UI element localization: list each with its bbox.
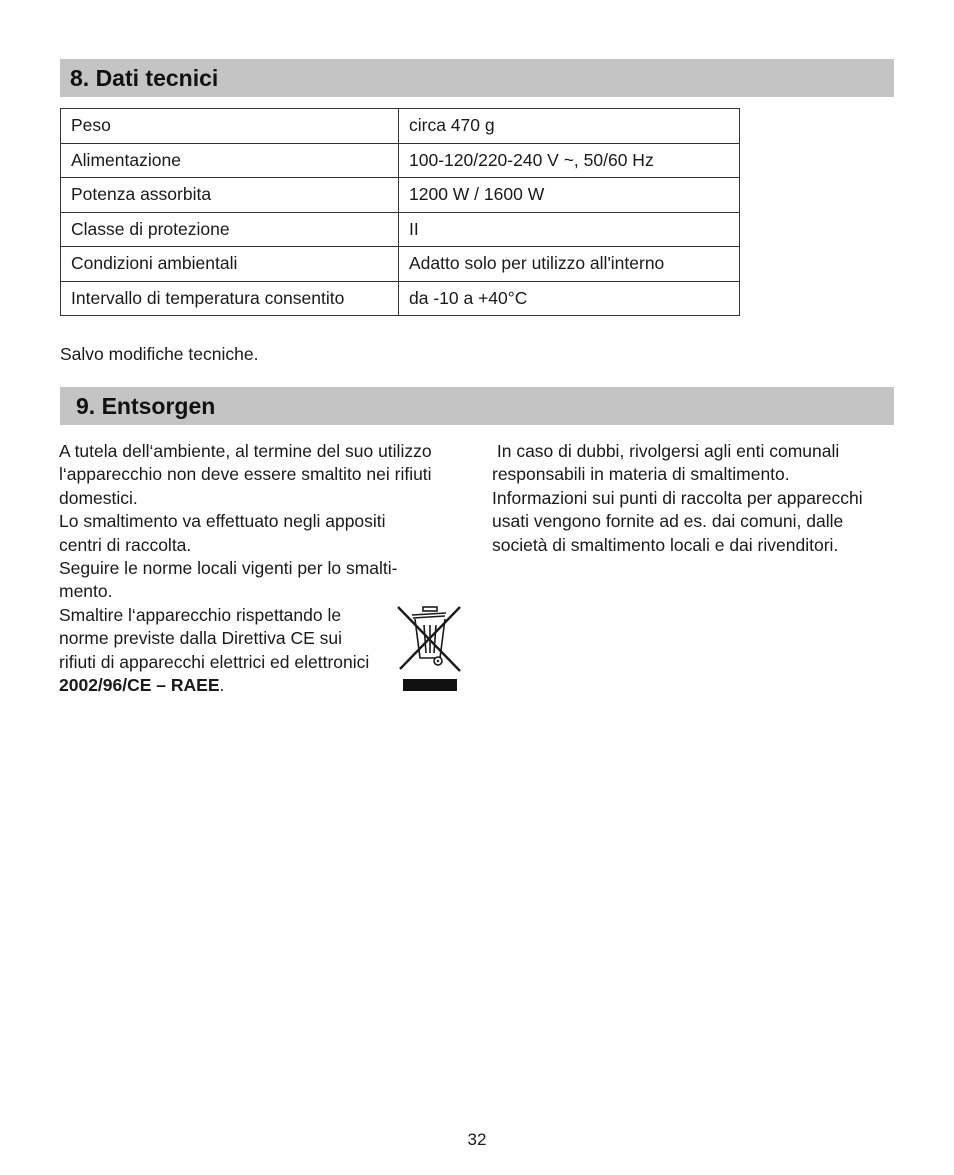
disposal-text-right	[492, 440, 902, 557]
text-line: A tutela dell‘ambiente, al termine del suo utilizzo	[59, 441, 432, 461]
table-row	[61, 109, 740, 144]
table-cell-label: Classe di protezione	[61, 212, 399, 247]
text-line: norme previste dalla Direttiva CE sui	[59, 628, 343, 649]
table-row	[61, 247, 740, 282]
table-cell-value: Adatto solo per utilizzo all'interno	[399, 247, 740, 282]
table-row	[61, 212, 740, 247]
directive-period: .	[219, 675, 225, 696]
table-cell-label: Potenza assorbita	[61, 178, 399, 213]
table-cell-value: II	[399, 212, 740, 247]
text-line: responsabili in materia di smaltimento.	[492, 464, 790, 485]
table-cell-label: Peso	[61, 109, 399, 144]
text-line: centri di raccolta.	[59, 534, 192, 555]
table-cell-label: Intervallo di temperatura consentito	[61, 281, 399, 316]
text-line: domestici.	[59, 487, 138, 508]
table-cell-label: Alimentazione	[61, 143, 399, 178]
text-line: società di smaltimento locali e dai rivenditori.	[492, 534, 839, 555]
table-cell-value: da -10 a +40°C	[399, 281, 740, 316]
table-row	[61, 178, 740, 213]
table-row	[61, 143, 740, 178]
directive-reference: 2002/96/CE – RAEE	[59, 675, 220, 696]
text-line: rifiuti di apparecchi elettrici ed elettronici	[59, 651, 370, 672]
page-number: 32	[467, 1130, 487, 1149]
table-cell-value: 1200 W / 1600 W	[399, 178, 740, 213]
section-header-dati-tecnici	[60, 59, 894, 97]
table-row	[61, 281, 740, 316]
text-line: l‘apparecchio non deve essere smaltito nei rifiuti	[59, 464, 432, 485]
text-line: In caso di dubbi, rivolgersi agli enti comunali	[492, 441, 840, 461]
text-line: Seguire le norme locali vigenti per lo smalti-	[59, 558, 398, 579]
technical-data-table	[60, 108, 740, 316]
section-header-entsorgen	[60, 387, 894, 425]
text-line: Lo smaltimento va effettuato negli appositi	[59, 511, 386, 532]
table-cell-value: 100-120/220-240 V ~, 50/60 Hz	[399, 143, 740, 178]
text-line: usati vengono fornite ad es. dai comuni, dalle	[492, 511, 844, 532]
crossed-out-wheelie-bin-icon	[396, 601, 464, 693]
text-line: Informazioni sui punti di raccolta per apparecchi	[492, 487, 863, 508]
table-cell-value: circa 470 g	[399, 109, 740, 144]
text-line: mento.	[59, 581, 113, 602]
text-line: Smaltire l‘apparecchio rispettando le	[59, 604, 342, 625]
section-title: 9. Entsorgen	[76, 393, 216, 419]
technical-changes-note: Salvo modifiche tecniche.	[60, 344, 259, 364]
section-title: 8. Dati tecnici	[70, 65, 219, 91]
table-cell-label: Condizioni ambientali	[61, 247, 399, 282]
